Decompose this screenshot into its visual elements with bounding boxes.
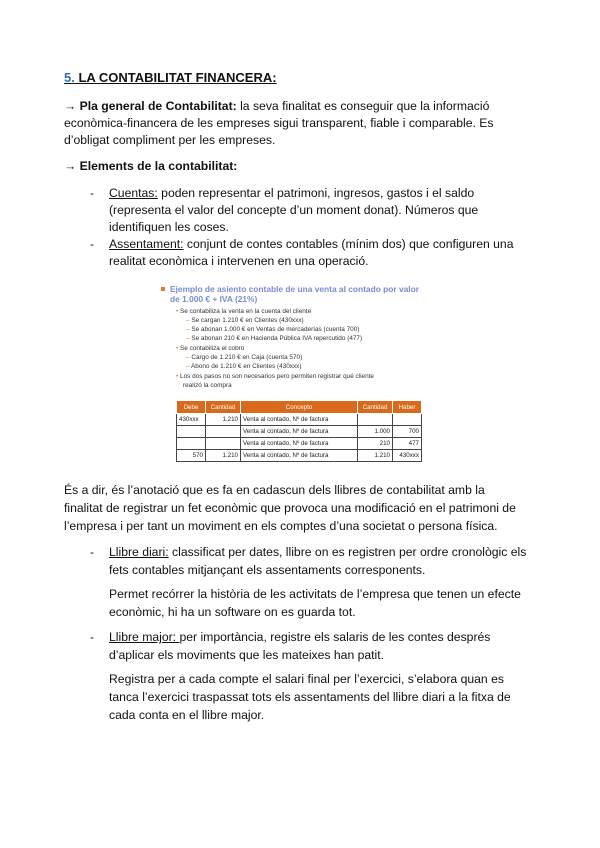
diari-line-2: fets contables mitjançant els assentaments corresponents. xyxy=(109,563,426,577)
major-line1-rest: per importància, registre els salaris de les contes després xyxy=(179,630,491,644)
major-para2-line-1: Registra per a cada compte el salari final per l’exercici, s’elabora quan es xyxy=(109,672,504,686)
pla-line-1 xyxy=(64,98,530,115)
diari-line1-rest: classificat per dates, llibre on es registren per ordre cronològic els xyxy=(168,545,527,559)
explanation-line-1: És a dir, és l’anotació que es fa en cadascun dels llibres de contabilitat amb la xyxy=(64,483,485,497)
assentament-line-2: realitat econòmica i intervenen en una operació. xyxy=(109,254,369,268)
table-cell xyxy=(177,438,206,450)
table-row xyxy=(177,426,422,438)
slide-line-text: Cargo de 1.210 € en Caja (cuenta 570) xyxy=(191,354,303,361)
major-line-1 xyxy=(109,629,529,646)
table-header-cell: Haber xyxy=(393,401,422,414)
slide-bullet: – xyxy=(186,326,190,333)
slide-line xyxy=(176,345,244,353)
table-cell: 1.210 xyxy=(206,450,241,462)
slide-bullet: • xyxy=(176,373,179,380)
table-header-row xyxy=(177,401,422,414)
table-cell: 1.000 xyxy=(358,426,393,438)
table-cell xyxy=(177,426,206,438)
bullet-dash: - xyxy=(90,545,95,559)
assentament-line1-rest: conjunt de contes contables (mínim dos) que configuren una xyxy=(183,237,514,251)
slide-bullet: • xyxy=(176,345,179,352)
section-title xyxy=(64,70,277,85)
diari-line-1 xyxy=(109,544,529,561)
table-cell: 570 xyxy=(177,450,206,462)
slide-line xyxy=(186,326,359,334)
diari-para2-line-2: econòmic, hi ha un software on es guarda tot. xyxy=(109,605,356,619)
assentament-line-1 xyxy=(109,236,529,253)
accounting-example-slide xyxy=(160,282,432,470)
comptes-line-1 xyxy=(109,185,529,202)
accounting-table xyxy=(176,400,422,462)
table-header-cell: Concepto xyxy=(241,401,358,414)
comptes-line-3: identifiquen les coses. xyxy=(109,220,229,234)
elements-heading: → Elements de la contabilitat: xyxy=(64,159,238,173)
slide-line-text: Se cargan 1.210 € en Clientes (430xxx) xyxy=(191,317,304,324)
table-row xyxy=(177,414,422,426)
section-title-text: LA CONTABILITAT FINANCERA: xyxy=(74,70,277,85)
table-cell xyxy=(206,426,241,438)
table-cell: Venta al contado, Nº de factura xyxy=(241,426,358,438)
slide-bullet: – xyxy=(186,363,190,370)
slide-line xyxy=(186,363,302,371)
table-cell: 430xxx xyxy=(393,450,422,462)
bullet-dash: - xyxy=(90,630,95,644)
table-cell: 210 xyxy=(358,438,393,450)
table-cell xyxy=(206,438,241,450)
table-header-cell: Cantidad xyxy=(358,401,393,414)
slide-line xyxy=(186,354,302,362)
slide-title xyxy=(170,284,428,304)
pla-label: → Pla general de Contabilitat: xyxy=(64,99,237,113)
table-header-cell: Cantidad xyxy=(206,401,241,414)
table-cell: 477 xyxy=(393,438,422,450)
table-row xyxy=(177,450,422,462)
major-para2-line-2: tanca l’exercici traspassat tots els assentaments del llibre diari a la fitxa de xyxy=(109,690,511,704)
explanation-line-3: l’empresa i per tant un moviment en els comptes d’una societat o persona física. xyxy=(64,519,498,533)
table-header-cell: Debe xyxy=(177,401,206,414)
slide-line xyxy=(186,335,362,343)
section-number: 5. xyxy=(64,70,75,85)
bullet-dash: - xyxy=(90,237,95,251)
slide-line-text: Abono de 1.210 € en Clientes (430xxx) xyxy=(191,363,302,370)
slide-bullet-square xyxy=(161,287,165,291)
comptes-line1-rest: poden representar el patrimoni, ingresos, gastos i el saldo xyxy=(157,186,475,200)
major-para2-line-3: cada conta en el llibre major. xyxy=(109,708,265,722)
table-cell: 1.210 xyxy=(358,450,393,462)
table-cell: 430xxx xyxy=(177,414,206,426)
diari-term: Llibre diari: xyxy=(109,545,169,559)
explanation-line-2: finalitat de registrar un fet econòmic que provoca una modificació en el patrimoni de xyxy=(64,501,516,515)
table-cell: Venta al contado, Nº de factura xyxy=(241,438,358,450)
slide-bullet: – xyxy=(186,317,190,324)
slide-bullet: • xyxy=(176,308,179,315)
assentament-term: Assentament: xyxy=(109,237,184,251)
pla-line-3: d’obligat compliment per les empreses. xyxy=(64,133,276,147)
pla-line-2: econòmica-financera de les empreses sigui transparent, fiable i comparable. Es xyxy=(64,116,494,130)
table-cell xyxy=(358,414,393,426)
major-term: Llibre major: xyxy=(109,630,180,644)
pla-line1-rest: la seva finalitat es conseguir que la informació xyxy=(236,99,490,113)
comptes-term: Cuentas: xyxy=(109,186,158,200)
slide-bullet: – xyxy=(186,335,190,342)
major-line-2: d’aplicar els moviments que les mateixes han patit. xyxy=(109,648,385,662)
slide-line xyxy=(186,317,304,325)
slide-line-text: Se abonan 1.000 € en Ventas de mercaderías (cuenta 700) xyxy=(191,326,360,333)
table-cell xyxy=(393,414,422,426)
comptes-line-2: (representa el valor del concepte d’un moment donat). Números que xyxy=(109,203,479,217)
slide-line xyxy=(176,308,311,316)
table-cell: Venta al contado, Nº de factura xyxy=(241,450,358,462)
bullet-dash: - xyxy=(90,186,95,200)
slide-title-text: Ejemplo de asiento contable de una venta al contado por valor de 1.000 € + IVA (21%) xyxy=(170,284,419,304)
slide-line: realizó la compra xyxy=(183,382,232,389)
table-cell: 1.210 xyxy=(206,414,241,426)
slide-line-text: Se abonan 210 € en Hacienda Pública IVA repercutido (477) xyxy=(191,335,363,342)
slide-line-text: Se contabiliza la venta en la cuenta del cliente xyxy=(180,308,312,315)
diari-para2-line-1: Permet recórrer la història de les activitats de l’empresa que tenen un efecte xyxy=(109,587,521,601)
slide-line xyxy=(176,373,374,381)
table-cell: 700 xyxy=(393,426,422,438)
table-row xyxy=(177,438,422,450)
slide-line-text: Los dos pasos no son necesarios pero permiten registrar qué cliente xyxy=(180,373,374,380)
slide-bullet: – xyxy=(186,354,190,361)
slide-line-text: Se contabiliza el cobro xyxy=(180,345,245,352)
table-cell: Venta al contado, Nº de factura xyxy=(241,414,358,426)
